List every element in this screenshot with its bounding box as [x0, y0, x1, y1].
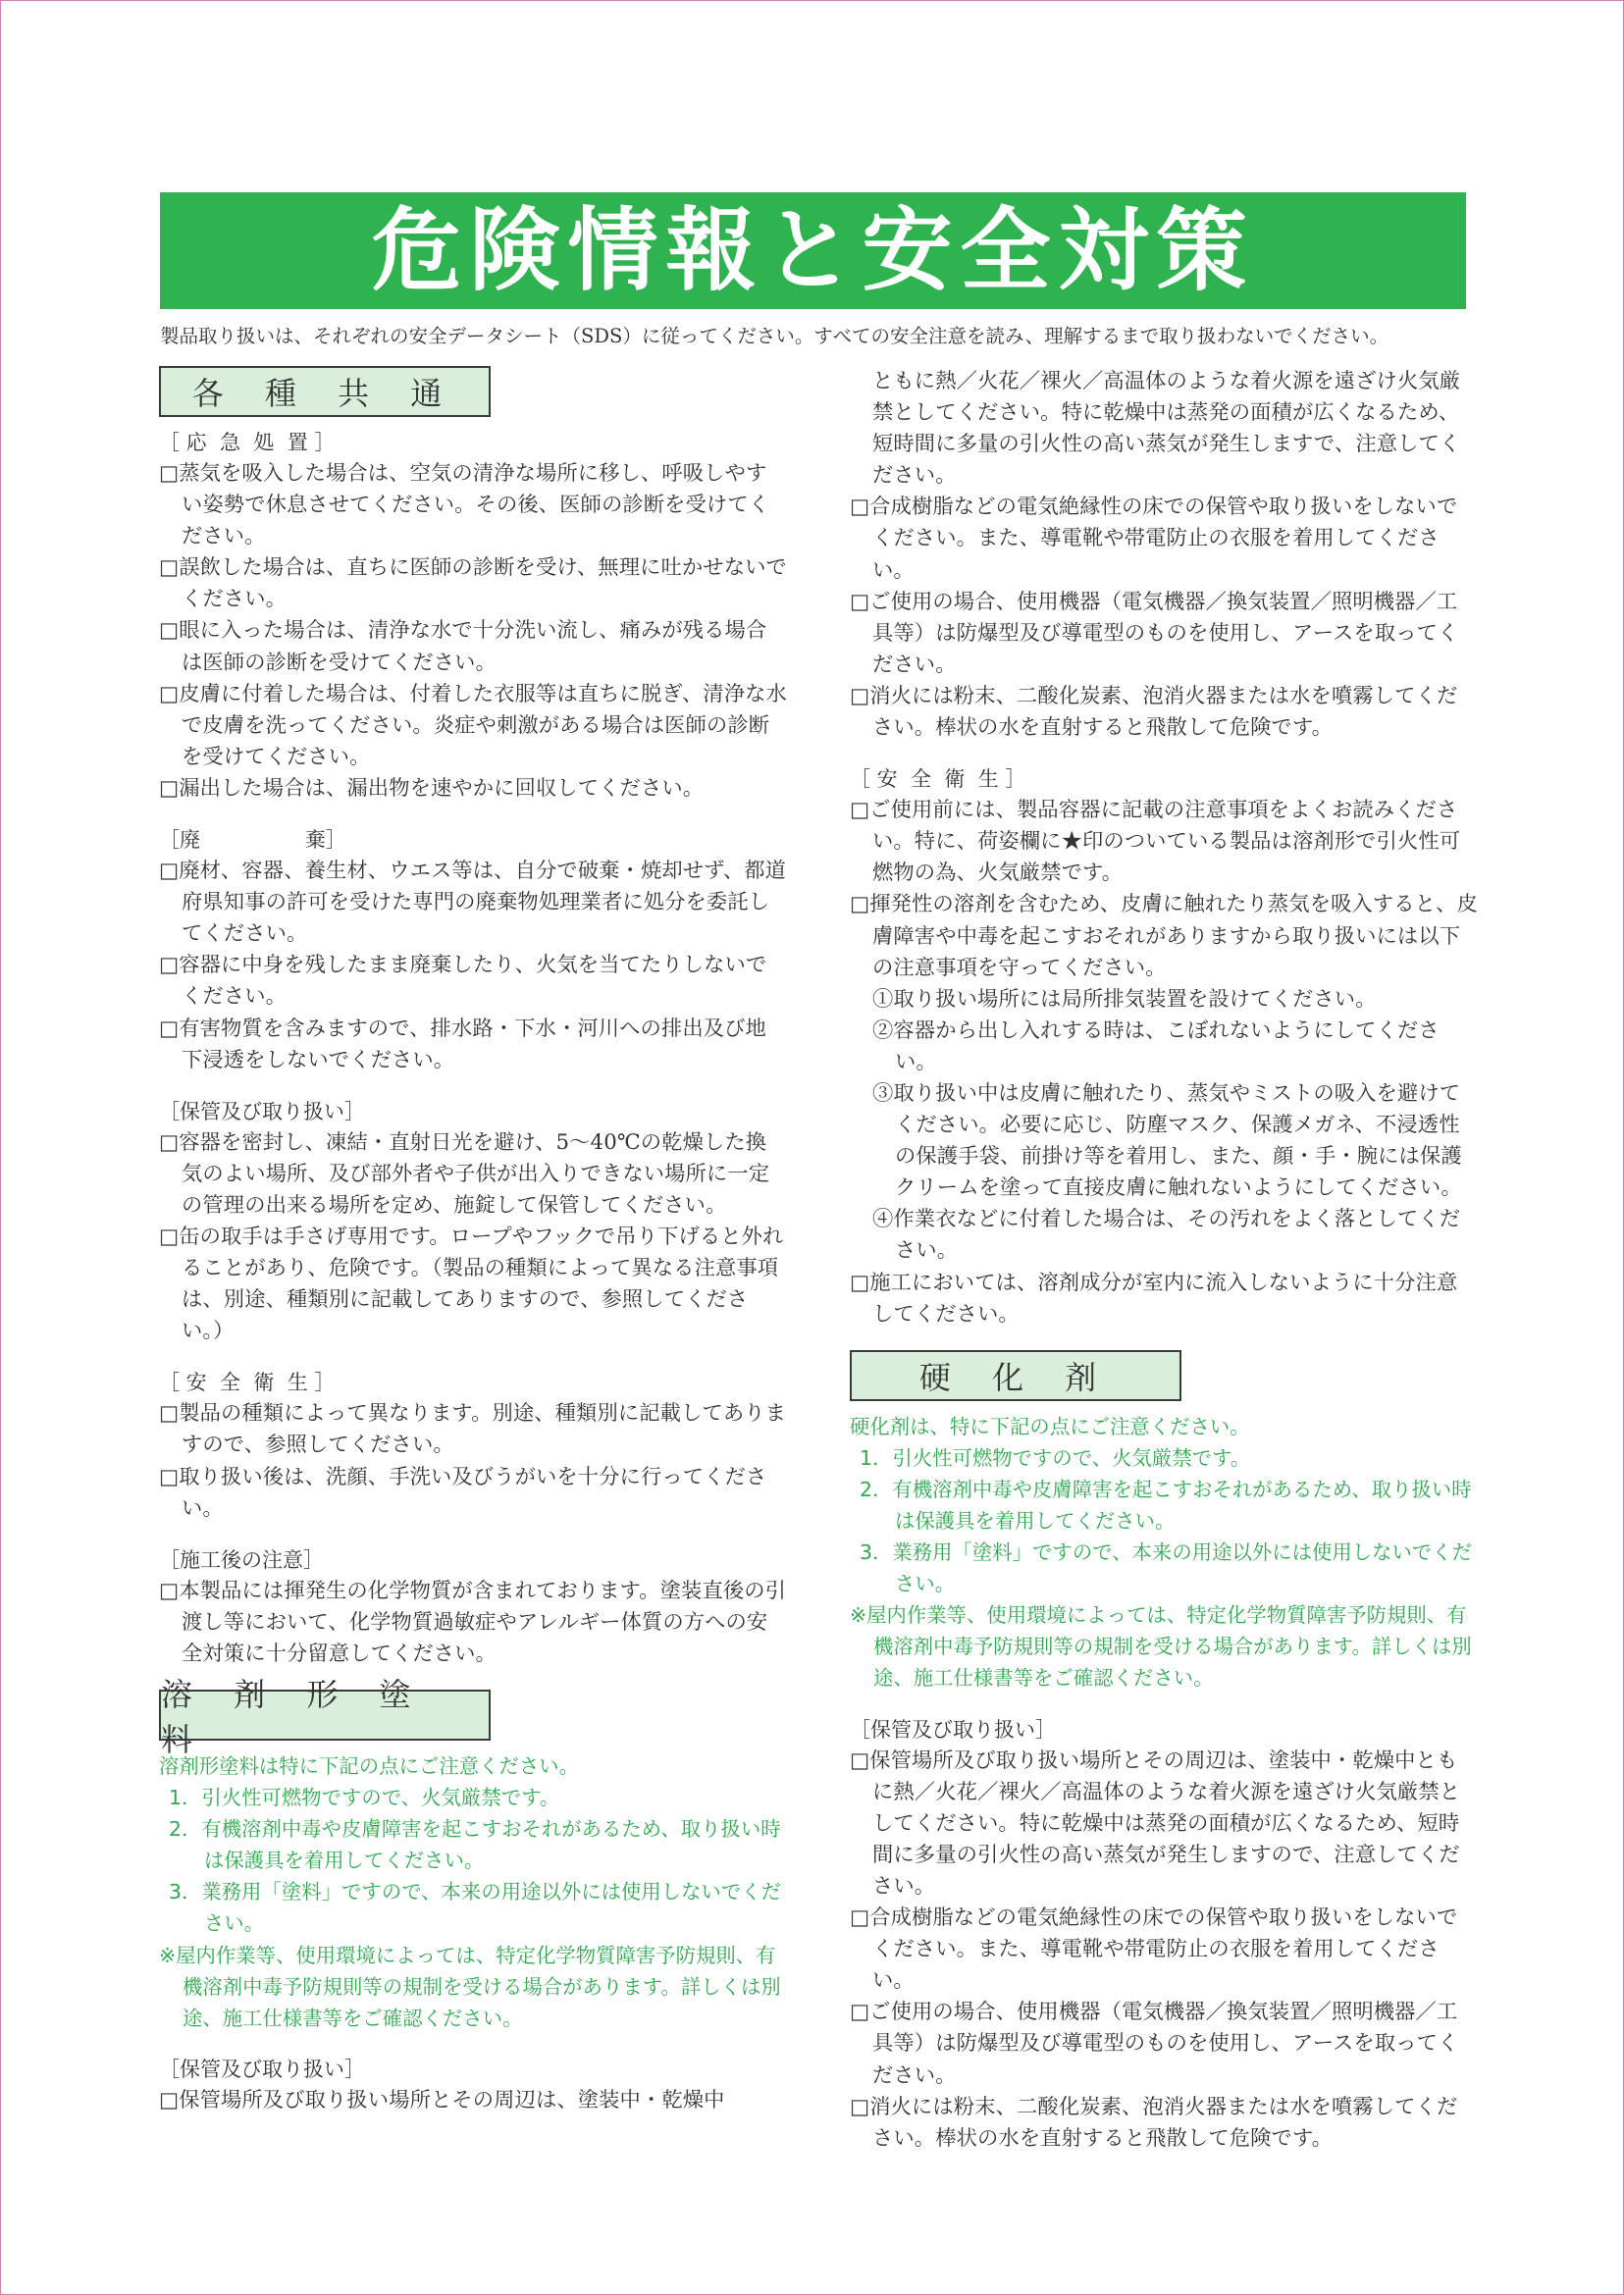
right-column [850, 366, 1478, 2155]
list-item: □蒸気を吸入した場合は、空気の清浄な場所に移し、呼吸しやすい姿勢で休息させてください。その後、医師の診断を受けてください。 [159, 461, 770, 549]
solvent-point: 2．有機溶剤中毒や皮膚障害を起こすおそれがあるため、取り扱い時は保護具を着用してください。 [169, 1817, 781, 1873]
hardener-point: 2．有機溶剤中毒や皮膚障害を起こすおそれがあるため、取り扱い時は保護具を着用してください。 [860, 1477, 1472, 1533]
page-title: 危険情報と安全対策 [371, 197, 1255, 303]
list-item: □合成樹脂などの電気絶縁性の床での保管や取り扱いをしないでください。また、導電靴や帯電防止の衣服を着用してください。 [850, 1905, 1458, 1994]
section-heading-common: 各 種 共 通 [159, 366, 491, 417]
solvent-lead: 溶剤形塗料は特に下記の点にご注意ください。 [159, 1754, 580, 1778]
list-item: □保管場所及び取り扱い場所とその周辺は、塗装中・乾燥中 [159, 2087, 725, 2112]
subheading-storage: ［保管及び取り扱い］ [159, 1099, 365, 1123]
list-item: □ご使用の場合、使用機器（電気機器／換気装置／照明機器／工具等）は防爆型及び導電型のものを使用し、アースを取ってください。 [850, 589, 1459, 677]
intro-text: 製品取り扱いは、それぞれの安全データシート（SDS）に従ってください。すべての安全注意を読み、理解するまで取り扱わないでください。 [160, 325, 1389, 347]
hardener-lead: 硬化剤は、特に下記の点にご注意ください。 [850, 1414, 1250, 1438]
list-item: □施工においては、溶剤成分が室内に流入しないように十分注意してください。 [850, 1270, 1458, 1327]
list-item: □眼に入った場合は、清浄な水で十分洗い流し、痛みが残る場合は医師の診断を受けてください。 [159, 618, 767, 675]
list-item: □本製品には揮発生の化学物質が含まれております。塗装直後の引渡し等において、化学物質過敏症やアレルギー体質の方への安全対策に十分留意してください。 [159, 1578, 787, 1666]
sub-list-item: ④作業衣などに付着した場合は、その汚れをよく落としてください。 [872, 1207, 1461, 1264]
list-item-continued: ともに熱／火花／裸火／高温体のような着火源を遠ざけ火気厳禁としてください。特に乾燥中は蒸発の面積が広くなるため、短時間に多量の引火性の高い蒸気が発生しますで、注意してください。 [872, 369, 1461, 489]
list-item: □廃材、容器、養生材、ウエス等は、自分で破棄・焼却せず、都道府県知事の許可を受けた専門の廃棄物処理業者に処分を委託してください。 [159, 859, 787, 947]
subheading-solvent-hygiene: ［ 安 全 衛 生 ］ [850, 767, 1026, 792]
left-column [159, 366, 787, 2116]
subheading-emergency: ［ 応 急 処 置 ］ [159, 431, 336, 454]
list-item: □取り扱い後は、洗顔、手洗い及びうがいを十分に行ってください。 [159, 1464, 767, 1521]
solvent-point: 3．業務用「塗料」ですので、本来の用途以外には使用しないでください。 [169, 1880, 782, 1936]
sub-list-item: ②容器から出し入れする時は、こぼれないようにしてください。 [872, 1017, 1440, 1074]
hardener-point: 1．引火性可燃物ですので、火気厳禁です。 [860, 1445, 1251, 1470]
subheading-disposal: ［廃 棄］ [159, 828, 346, 853]
sub-list-item: ③取り扱い中は皮膚に触れたり、蒸気やミストの吸入を避けてください。必要に応じ、防塵マスク、保護メガネ、不浸透性の保護手袋、前掛け等を着用し、また、顔・手・腕には保護クリームを塗って直接皮膚に触れないようにしてください。 [872, 1080, 1462, 1201]
list-item: □製品の種類によって異なります。別途、種類別に記載してありますので、参照してください。 [159, 1401, 787, 1458]
section-heading-hardener: 硬 化 剤 [850, 1350, 1181, 1401]
list-item: □容器を密封し、凍結・直射日光を避け、5〜40℃の乾燥した換気のよい場所、及び部外者や子供が出入りできない場所に一定の管理の出来る場所を定め、施錠して保管してください。 [159, 1129, 770, 1218]
title-banner [160, 192, 1466, 309]
subheading-solvent-storage: ［保管及び取り扱い］ [159, 2057, 365, 2081]
subheading-after: ［施工後の注意］ [159, 1547, 324, 1572]
hardener-note: ※屋内作業等、使用環境によっては、特定化学物質障害予防規則、有機溶剤中毒予防規則等の規制を受ける場合があります。詳しくは別途、施工仕様書等をご確認ください。 [850, 1603, 1472, 1691]
list-item: □ご使用前には、製品容器に記載の注意事項をよくお読みください。特に、荷姿欄に★印のついている製品は溶剤形で引火性可燃物の為、火気厳禁です。 [850, 798, 1461, 886]
sub-list-item: ①取り扱い場所には局所排気装置を設けてください。 [872, 986, 1377, 1012]
list-item: □ご使用の場合、使用機器（電気機器／換気装置／照明機器／工具等）は防爆型及び導電型のものを使用し、アースを取ってください。 [850, 2000, 1459, 2088]
section-heading-solvent: 溶 剤 形 塗 料 [159, 1690, 491, 1741]
list-item: □容器に中身を残したまま廃棄したり、火気を当てたりしないでください。 [159, 953, 767, 1010]
list-item: □皮膚に付着した場合は、付着した衣服等は直ちに脱ぎ、清浄な水で皮膚を洗ってください。炎症や刺激がある場合は医師の診断を受けてください。 [159, 681, 787, 769]
list-item: □有害物質を含みますので、排水路・下水・河川への排出及び地下浸透をしないでください。 [159, 1016, 766, 1072]
hardener-point: 3．業務用「塗料」ですので、本来の用途以外には使用しないでください。 [860, 1540, 1473, 1596]
list-item: □誤飲した場合は、直ちに医師の診断を受け、無理に吐かせないでください。 [159, 555, 787, 612]
list-item: □揮発性の溶剤を含むため、皮膚に触れたり蒸気を吸入すると、皮膚障害や中毒を起こすおそれがありますから取り扱いには以下の注意事項を守ってください。 [850, 892, 1478, 980]
subheading-hygiene: ［ 安 全 衛 生 ］ [159, 1371, 336, 1395]
list-item: □消火には粉末、二酸化炭素、泡消火器または水を噴霧してください。棒状の水を直射すると飛散して危険です。 [850, 2094, 1458, 2151]
list-item: □消火には粉末、二酸化炭素、泡消火器または水を噴霧してください。棒状の水を直射すると飛散して危険です。 [850, 683, 1458, 741]
list-item: □缶の取手は手さげ専用です。ロープやフックで吊り下げると外れることがあり、危険です。（製品の種類によって異なる注意事項は、別途、種類別に記載してありますので、参照してください。） [159, 1224, 784, 1344]
list-item: □合成樹脂などの電気絶縁性の床での保管や取り扱いをしないでください。また、導電靴や帯電防止の衣服を着用してください。 [850, 495, 1458, 583]
list-item: □保管場所及び取り扱い場所とその周辺は、塗装中・乾燥中ともに熱／火花／裸火／高温体のような着火源を遠ざけ火気厳禁としてください。特に乾燥中は蒸発の面積が広くなるため、短時間に多量の引火性の高い蒸気が発生しますので、注意してください。 [850, 1747, 1461, 1899]
subheading-hardener-storage: ［保管及び取り扱い］ [850, 1717, 1056, 1742]
list-item: □漏出した場合は、漏出物を速やかに回収してください。 [159, 775, 705, 801]
solvent-note: ※屋内作業等、使用環境によっては、特定化学物質障害予防規則、有機溶剤中毒予防規則等の規制を受ける場合があります。詳しくは別途、施工仕様書等をご確認ください。 [159, 1943, 781, 2030]
solvent-point: 1．引火性可燃物ですので、火気厳禁です。 [169, 1786, 560, 1810]
